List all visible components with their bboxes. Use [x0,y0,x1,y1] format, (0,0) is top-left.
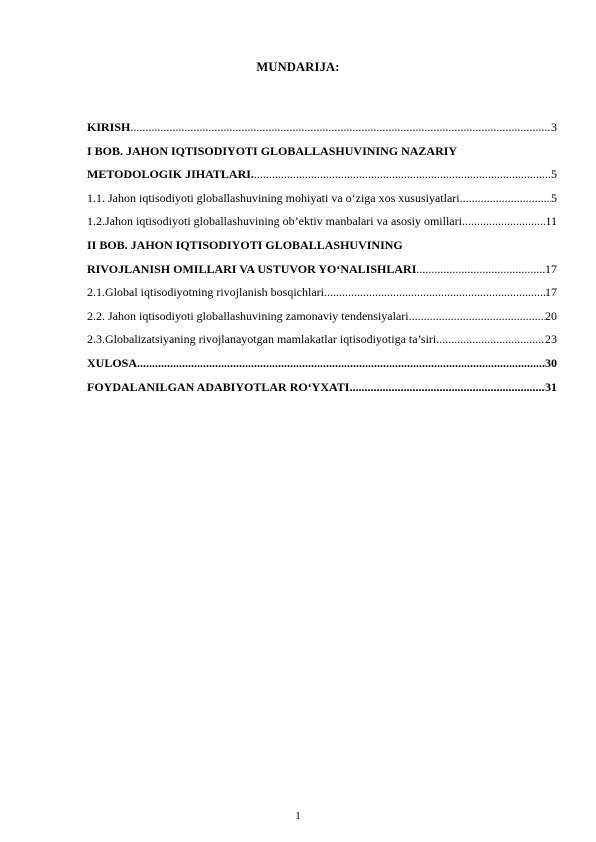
toc-dot-leader [254,163,551,187]
toc-entry-text: 2.3.Globalizatsiyaning rivojlanayotgan mamlakatlar iqtisodiyotiga ta’siri [87,332,437,347]
table-of-contents [87,116,557,399]
toc-entry-section-2-2[interactable] [87,305,557,329]
toc-entry-text: 2.1.Global iqtisodiyotning rivojlanish bosqichlari [87,285,324,300]
page-title: MUNDARIJA: [256,60,340,74]
toc-entry-references[interactable] [87,376,557,400]
toc-entry-text: FOYDALANILGAN ADABIYOTLAR RO‘YXATI [87,379,350,394]
toc-entry-page: 30 [545,355,557,370]
toc-entry-text: I BOB. JAHON IQTISODIYOTI GLOBALLASHUVINING NAZARIY [87,143,458,158]
toc-entry-page: 17 [545,261,557,276]
toc-dot-leader [409,305,545,329]
toc-dot-leader [349,376,545,400]
toc-entry-section-2-3[interactable] [87,328,557,352]
toc-entry-text: KIRISH [87,120,131,134]
toc-dot-leader [436,328,545,352]
toc-entry-page: 5 [551,190,557,205]
toc-entry-page: 5 [551,167,557,182]
toc-entry-section-1-1[interactable] [87,187,557,211]
toc-dot-leader [130,116,551,140]
toc-entry-section-1-2[interactable] [87,210,557,234]
toc-entry-text: METODOLOGIK JIHATLARI. [87,167,254,182]
toc-entry-chapter-1-line-1[interactable] [87,140,557,164]
toc-entry-page: 23 [545,332,557,347]
toc-entry-text: II BOB. JAHON IQTISODIYOTI GLOBALLASHUVINING [87,237,403,252]
toc-dot-leader [137,352,545,376]
toc-entry-chapter-1-line-2[interactable] [87,163,557,187]
toc-entry-page: 20 [545,308,557,323]
toc-dot-leader [460,187,551,211]
toc-entry-page: 17 [545,285,557,300]
toc-entry-text: RIVOJLANISH OMILLARI VA USTUVOR YO‘NALISHLARI [87,261,417,276]
toc-entry-page: 3 [551,120,557,134]
toc-entry-chapter-2-line-1[interactable] [87,234,557,258]
toc-entry-kirish[interactable] [87,116,557,140]
toc-entry-text: 2.2. Jahon iqtisodiyoti globallashuvining zamonaviy tendensiyalari [87,308,409,323]
toc-entry-section-2-1[interactable] [87,281,557,305]
page-number: 1 [295,810,301,822]
toc-entry-text: XULOSA [87,355,138,370]
toc-dot-leader [324,281,545,305]
toc-entry-text: 1.1. Jahon iqtisodiyoti globallashuvining mohiyati va o‘ziga xos xususiyatlari [87,190,460,205]
toc-dot-leader [462,210,545,234]
toc-entry-chapter-2-line-2[interactable] [87,258,557,282]
toc-entry-xulosa[interactable] [87,352,557,376]
toc-entry-page: 31 [545,379,557,394]
toc-entry-text: 1.2.Jahon iqtisodiyoti globallashuvining ob’ektiv manbalari va asosiy omillari [87,214,462,229]
toc-entry-page: 11 [545,214,557,229]
toc-dot-leader [416,258,545,282]
